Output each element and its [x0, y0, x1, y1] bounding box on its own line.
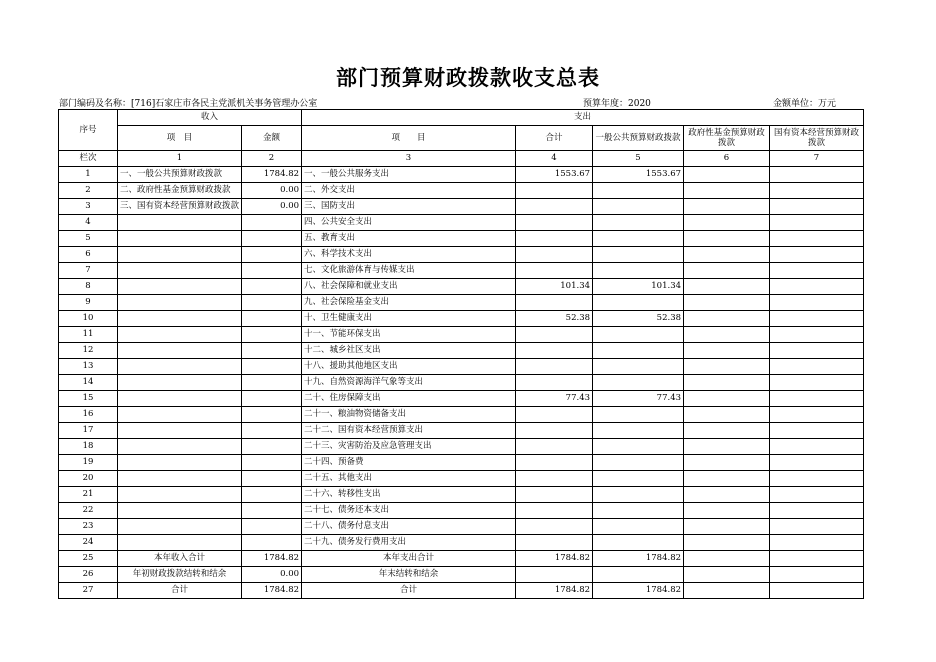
expense-item: 二十四、预备费	[302, 455, 516, 471]
expense-item: 二十三、灾害防治及应急管理支出	[302, 439, 516, 455]
income-item	[118, 215, 242, 231]
budget-table	[58, 109, 864, 599]
general-budget-amount: 1784.82	[593, 551, 684, 567]
expense-total: 1784.82	[516, 583, 593, 599]
expense-item: 八、社会保障和就业支出	[302, 279, 516, 295]
row-number: 14	[59, 375, 118, 391]
income-amount	[242, 407, 302, 423]
income-item	[118, 279, 242, 295]
state-capital-amount	[770, 503, 864, 519]
income-item	[118, 519, 242, 535]
general-budget-amount	[593, 327, 684, 343]
expense-item: 四、公共安全支出	[302, 215, 516, 231]
general-budget-amount	[593, 375, 684, 391]
row-number: 21	[59, 487, 118, 503]
income-item	[118, 423, 242, 439]
row-number: 8	[59, 279, 118, 295]
expense-total	[516, 183, 593, 199]
fund-budget-amount	[684, 279, 770, 295]
state-capital-amount	[770, 391, 864, 407]
expense-total	[516, 231, 593, 247]
income-item	[118, 455, 242, 471]
fund-budget-amount	[684, 295, 770, 311]
expense-item: 二、外交支出	[302, 183, 516, 199]
income-item	[118, 327, 242, 343]
general-budget-amount: 1784.82	[593, 583, 684, 599]
header-general: 一般公共预算财政拨款	[593, 126, 684, 151]
general-budget-amount	[593, 231, 684, 247]
fund-budget-amount	[684, 359, 770, 375]
expense-item: 二十一、粮油物资储备支出	[302, 407, 516, 423]
expense-total	[516, 423, 593, 439]
fund-budget-amount	[684, 183, 770, 199]
state-capital-amount	[770, 375, 864, 391]
header-fund: 政府性基金预算财政拨款	[684, 126, 770, 151]
fund-budget-amount	[684, 423, 770, 439]
state-capital-amount	[770, 327, 864, 343]
header-income-item: 项 目	[118, 126, 242, 151]
table-row	[59, 311, 864, 327]
fund-budget-amount	[684, 247, 770, 263]
row-number: 1	[59, 167, 118, 183]
fund-budget-amount	[684, 455, 770, 471]
col-number: 7	[770, 151, 864, 167]
income-item	[118, 231, 242, 247]
income-item	[118, 263, 242, 279]
fund-budget-amount	[684, 503, 770, 519]
row-number: 17	[59, 423, 118, 439]
expense-item: 二十、住房保障支出	[302, 391, 516, 407]
expense-total	[516, 471, 593, 487]
expense-item: 六、科学技术支出	[302, 247, 516, 263]
fund-budget-amount	[684, 535, 770, 551]
state-capital-amount	[770, 519, 864, 535]
row-number: 26	[59, 567, 118, 583]
income-amount: 0.00	[242, 199, 302, 215]
general-budget-amount	[593, 423, 684, 439]
fund-budget-amount	[684, 439, 770, 455]
expense-item: 年末结转和结余	[302, 567, 516, 583]
income-amount	[242, 359, 302, 375]
col-number: 1	[118, 151, 242, 167]
header-seq: 序号	[59, 110, 118, 151]
table-row	[59, 439, 864, 455]
state-capital-amount	[770, 295, 864, 311]
general-budget-amount	[593, 503, 684, 519]
expense-item: 二十五、其他支出	[302, 471, 516, 487]
state-capital-amount	[770, 423, 864, 439]
department-code: 部门编码及名称：[716]石家庄市各民主党派机关事务管理办公室	[59, 99, 318, 109]
state-capital-amount	[770, 279, 864, 295]
expense-item: 五、教育支出	[302, 231, 516, 247]
state-capital-amount	[770, 247, 864, 263]
row-number: 19	[59, 455, 118, 471]
general-budget-amount	[593, 215, 684, 231]
general-budget-amount	[593, 263, 684, 279]
income-amount	[242, 375, 302, 391]
table-row	[59, 551, 864, 567]
income-item	[118, 247, 242, 263]
table-row	[59, 519, 864, 535]
income-amount	[242, 503, 302, 519]
expense-item: 十八、援助其他地区支出	[302, 359, 516, 375]
income-item: 三、国有资本经营预算财政拨款	[118, 199, 242, 215]
income-amount	[242, 215, 302, 231]
expense-total	[516, 519, 593, 535]
income-amount	[242, 295, 302, 311]
row-number: 6	[59, 247, 118, 263]
state-capital-amount	[770, 343, 864, 359]
state-capital-amount	[770, 535, 864, 551]
table-row	[59, 375, 864, 391]
general-budget-amount	[593, 471, 684, 487]
expense-item: 二十八、债务付息支出	[302, 519, 516, 535]
income-amount	[242, 343, 302, 359]
general-budget-amount	[593, 199, 684, 215]
fund-budget-amount	[684, 471, 770, 487]
amount-unit: 金额单位：万元	[772, 99, 836, 109]
expense-item: 十九、自然资源海洋气象等支出	[302, 375, 516, 391]
fund-budget-amount	[684, 567, 770, 583]
state-capital-amount	[770, 439, 864, 455]
row-number: 22	[59, 503, 118, 519]
income-amount: 1784.82	[242, 167, 302, 183]
expense-item: 二十二、国有资本经营预算支出	[302, 423, 516, 439]
state-capital-amount	[770, 407, 864, 423]
budget-year: 预算年度：2020	[583, 99, 651, 109]
expense-item: 二十六、转移性支出	[302, 487, 516, 503]
income-item	[118, 439, 242, 455]
income-item	[118, 343, 242, 359]
expense-item: 三、国防支出	[302, 199, 516, 215]
fund-budget-amount	[684, 487, 770, 503]
header-income-amount: 金额	[242, 126, 302, 151]
income-amount	[242, 423, 302, 439]
income-amount	[242, 455, 302, 471]
expense-total	[516, 327, 593, 343]
row-number: 2	[59, 183, 118, 199]
page-title: 部门预算财政拨款收支总表	[336, 66, 600, 90]
state-capital-amount	[770, 231, 864, 247]
state-capital-amount	[770, 551, 864, 567]
expense-total	[516, 263, 593, 279]
state-capital-amount	[770, 455, 864, 471]
expense-total	[516, 215, 593, 231]
expense-total	[516, 247, 593, 263]
row-number: 11	[59, 327, 118, 343]
table-row	[59, 215, 864, 231]
column-number-row	[59, 151, 864, 167]
expense-total	[516, 295, 593, 311]
general-budget-amount	[593, 535, 684, 551]
expense-total	[516, 359, 593, 375]
general-budget-amount	[593, 295, 684, 311]
col-number: 栏次	[59, 151, 118, 167]
state-capital-amount	[770, 487, 864, 503]
income-item: 合计	[118, 583, 242, 599]
state-capital-amount	[770, 311, 864, 327]
header-state: 国有资本经营预算财政拨款	[770, 126, 864, 151]
table-row	[59, 279, 864, 295]
income-item	[118, 295, 242, 311]
row-number: 4	[59, 215, 118, 231]
fund-budget-amount	[684, 391, 770, 407]
income-amount	[242, 247, 302, 263]
row-number: 18	[59, 439, 118, 455]
row-number: 23	[59, 519, 118, 535]
income-amount: 1784.82	[242, 551, 302, 567]
general-budget-amount	[593, 455, 684, 471]
expense-total: 52.38	[516, 311, 593, 327]
table-row	[59, 407, 864, 423]
income-amount	[242, 327, 302, 343]
expense-total	[516, 343, 593, 359]
row-number: 7	[59, 263, 118, 279]
income-amount	[242, 391, 302, 407]
income-item	[118, 359, 242, 375]
income-item	[118, 535, 242, 551]
expense-total	[516, 439, 593, 455]
row-number: 13	[59, 359, 118, 375]
row-number: 10	[59, 311, 118, 327]
fund-budget-amount	[684, 231, 770, 247]
income-amount	[242, 263, 302, 279]
row-number: 9	[59, 295, 118, 311]
state-capital-amount	[770, 199, 864, 215]
table-row	[59, 343, 864, 359]
fund-budget-amount	[684, 551, 770, 567]
expense-item: 十一、节能环保支出	[302, 327, 516, 343]
fund-budget-amount	[684, 343, 770, 359]
income-amount	[242, 535, 302, 551]
income-item	[118, 407, 242, 423]
expense-total: 1553.67	[516, 167, 593, 183]
row-number: 5	[59, 231, 118, 247]
fund-budget-amount	[684, 167, 770, 183]
general-budget-amount	[593, 183, 684, 199]
col-number: 6	[684, 151, 770, 167]
table-row	[59, 327, 864, 343]
state-capital-amount	[770, 215, 864, 231]
expense-total	[516, 199, 593, 215]
state-capital-amount	[770, 471, 864, 487]
fund-budget-amount	[684, 327, 770, 343]
income-amount	[242, 279, 302, 295]
header-row-group	[59, 110, 864, 126]
table-row	[59, 247, 864, 263]
expense-item: 二十七、债务还本支出	[302, 503, 516, 519]
expense-total	[516, 567, 593, 583]
income-amount	[242, 311, 302, 327]
table-row	[59, 167, 864, 183]
table-row	[59, 455, 864, 471]
expense-total: 1784.82	[516, 551, 593, 567]
fund-budget-amount	[684, 263, 770, 279]
income-item: 本年收入合计	[118, 551, 242, 567]
table-row	[59, 199, 864, 215]
general-budget-amount: 52.38	[593, 311, 684, 327]
expense-item: 十二、城乡社区支出	[302, 343, 516, 359]
header-row-columns	[59, 126, 864, 151]
row-number: 27	[59, 583, 118, 599]
income-amount	[242, 487, 302, 503]
table-row	[59, 487, 864, 503]
header-total: 合计	[516, 126, 593, 151]
general-budget-amount	[593, 439, 684, 455]
col-number: 5	[593, 151, 684, 167]
header-income: 收入	[118, 110, 302, 126]
state-capital-amount	[770, 183, 864, 199]
table-row	[59, 391, 864, 407]
income-item	[118, 503, 242, 519]
general-budget-amount	[593, 359, 684, 375]
table-row	[59, 535, 864, 551]
expense-total: 77.43	[516, 391, 593, 407]
col-number: 4	[516, 151, 593, 167]
table-row	[59, 231, 864, 247]
expense-total	[516, 455, 593, 471]
expense-item: 合计	[302, 583, 516, 599]
fund-budget-amount	[684, 519, 770, 535]
table-row	[59, 583, 864, 599]
expense-total	[516, 375, 593, 391]
income-item	[118, 375, 242, 391]
expense-total	[516, 487, 593, 503]
general-budget-amount	[593, 343, 684, 359]
income-item: 一、一般公共预算财政拨款	[118, 167, 242, 183]
table-row	[59, 423, 864, 439]
row-number: 24	[59, 535, 118, 551]
state-capital-amount	[770, 359, 864, 375]
row-number: 25	[59, 551, 118, 567]
general-budget-amount: 77.43	[593, 391, 684, 407]
table-row	[59, 295, 864, 311]
general-budget-amount: 1553.67	[593, 167, 684, 183]
table-row	[59, 263, 864, 279]
expense-item: 二十九、债务发行费用支出	[302, 535, 516, 551]
fund-budget-amount	[684, 583, 770, 599]
expense-item: 七、文化旅游体育与传媒支出	[302, 263, 516, 279]
fund-budget-amount	[684, 199, 770, 215]
income-item	[118, 311, 242, 327]
row-number: 12	[59, 343, 118, 359]
expense-item: 本年支出合计	[302, 551, 516, 567]
general-budget-amount: 101.34	[593, 279, 684, 295]
state-capital-amount	[770, 567, 864, 583]
income-item	[118, 391, 242, 407]
income-amount	[242, 231, 302, 247]
income-amount	[242, 519, 302, 535]
general-budget-amount	[593, 567, 684, 583]
expense-total	[516, 407, 593, 423]
income-amount	[242, 439, 302, 455]
table-row	[59, 503, 864, 519]
state-capital-amount	[770, 583, 864, 599]
general-budget-amount	[593, 487, 684, 503]
income-amount: 0.00	[242, 567, 302, 583]
income-item	[118, 487, 242, 503]
income-item: 年初财政拨款结转和结余	[118, 567, 242, 583]
table-row	[59, 471, 864, 487]
header-expense: 支出	[302, 110, 864, 126]
fund-budget-amount	[684, 375, 770, 391]
expense-item: 一、一般公共服务支出	[302, 167, 516, 183]
expense-total: 101.34	[516, 279, 593, 295]
expense-total	[516, 503, 593, 519]
fund-budget-amount	[684, 407, 770, 423]
expense-total	[516, 535, 593, 551]
income-amount	[242, 471, 302, 487]
col-number: 2	[242, 151, 302, 167]
general-budget-amount	[593, 407, 684, 423]
income-item	[118, 471, 242, 487]
income-amount: 1784.82	[242, 583, 302, 599]
general-budget-amount	[593, 519, 684, 535]
row-number: 16	[59, 407, 118, 423]
row-number: 20	[59, 471, 118, 487]
expense-item: 九、社会保险基金支出	[302, 295, 516, 311]
table-row	[59, 567, 864, 583]
table-row	[59, 183, 864, 199]
income-amount: 0.00	[242, 183, 302, 199]
row-number: 3	[59, 199, 118, 215]
fund-budget-amount	[684, 215, 770, 231]
col-number: 3	[302, 151, 516, 167]
income-item: 二、政府性基金预算财政拨款	[118, 183, 242, 199]
row-number: 15	[59, 391, 118, 407]
expense-item: 十、卫生健康支出	[302, 311, 516, 327]
fund-budget-amount	[684, 311, 770, 327]
state-capital-amount	[770, 167, 864, 183]
table-row	[59, 359, 864, 375]
state-capital-amount	[770, 263, 864, 279]
general-budget-amount	[593, 247, 684, 263]
header-expense-item: 项 目	[302, 126, 516, 151]
